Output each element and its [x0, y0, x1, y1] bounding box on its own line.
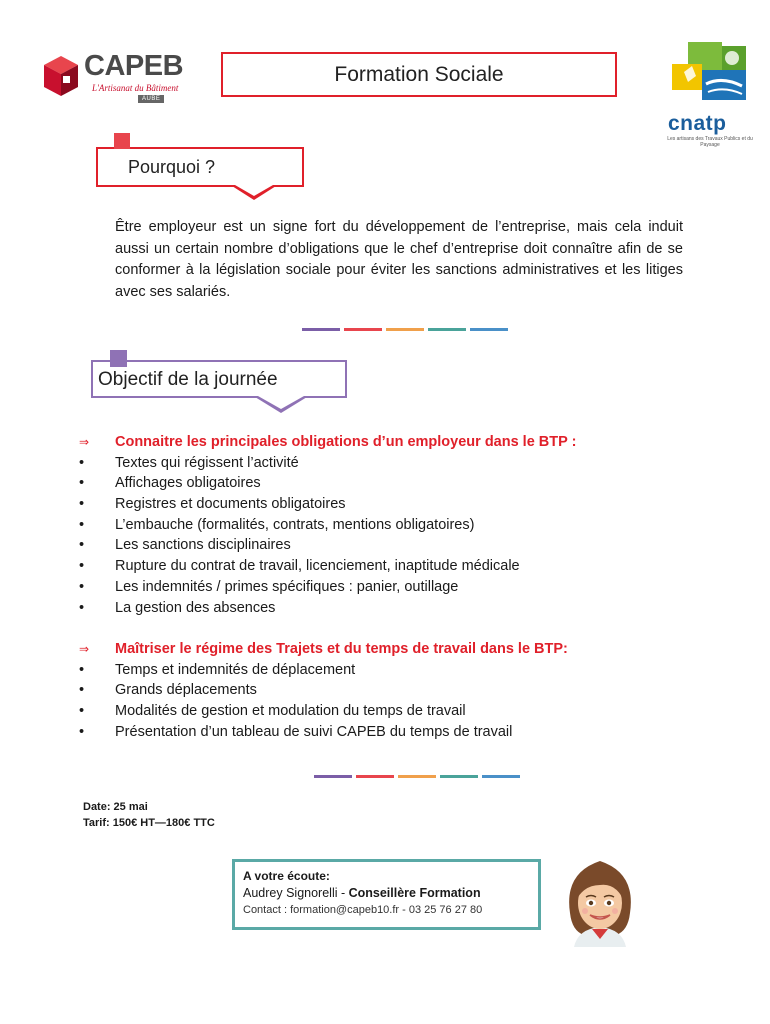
- tarif-text: Tarif: 150€ HT—180€ TTC: [83, 817, 215, 829]
- bullet-icon: •: [79, 475, 85, 492]
- pourquoi-accent-square: [114, 133, 130, 149]
- list-item: • Les sanctions disciplinaires: [79, 535, 719, 556]
- intro-paragraph: Être employeur est un signe fort du développement de l’entreprise, mais cela induit aussi un certain nombre d’obligations que le chef d’entreprise doit connaître afin de se conformer à la législation sociale pour éviter les sanctions administratives et les litiges avec ses salariés.: [115, 219, 683, 300]
- section-heading: Connaitre les principales obligations d’un employeur dans le BTP :: [115, 434, 577, 450]
- bullet-icon: •: [79, 599, 85, 616]
- pourquoi-callout-pointer-fill: [235, 185, 273, 196]
- list-item: • Temps et indemnités de déplacement: [79, 660, 719, 681]
- separator-bottom: [314, 775, 520, 778]
- section-heading: Maîtriser le régime des Trajets et du temps de travail dans le BTP:: [115, 641, 568, 657]
- contact-name: Audrey Signorelli -: [243, 886, 349, 900]
- bullet-icon: •: [79, 537, 85, 554]
- pourquoi-label: Pourquoi ?: [128, 157, 216, 177]
- objectif-label: Objectif de la journée: [98, 369, 278, 390]
- contact-details: Contact : formation@capeb10.fr - 03 25 76 27 80: [243, 904, 483, 916]
- list-item: • Registres et documents obligatoires: [79, 494, 719, 515]
- cnatp-emblem-icon: [662, 42, 756, 114]
- list-item: • L’embauche (formalités, contrats, mentions obligatoires): [79, 515, 719, 536]
- capeb-logo: [44, 52, 194, 104]
- avatar: [556, 853, 644, 947]
- bullet-icon: •: [79, 723, 85, 740]
- pourquoi-callout: [96, 147, 304, 187]
- obligations-list: [79, 432, 719, 618]
- list-heading: [79, 639, 719, 660]
- objectif-accent-square: [110, 350, 127, 367]
- list-item: • Les indemnités / primes spécifiques : panier, outillage: [79, 577, 719, 598]
- capeb-cube-icon: [44, 56, 78, 96]
- objectif-callout-pointer-fill: [258, 396, 304, 409]
- list-item: • Affichages obligatoires: [79, 473, 719, 494]
- capeb-logo-tagline: L'Artisanat du Bâtiment: [92, 83, 179, 93]
- bullet-icon: •: [79, 496, 85, 513]
- list-item: • Modalités de gestion et modulation du temps de travail: [79, 701, 719, 722]
- list-item: • Textes qui régissent l’activité: [79, 453, 719, 474]
- contact-box: [232, 859, 541, 930]
- list-item: • Rupture du contrat de travail, licenciement, inaptitude médicale: [79, 556, 719, 577]
- page-title: Formation Sociale: [221, 52, 617, 97]
- bullet-icon: •: [79, 578, 85, 595]
- list-heading: [79, 432, 719, 453]
- bullet-icon: •: [79, 703, 85, 720]
- bullet-icon: •: [79, 516, 85, 533]
- capeb-logo-name: CAPEB: [84, 50, 184, 82]
- objectif-callout: [91, 360, 347, 398]
- travel-time-list: [79, 639, 719, 742]
- cnatp-logo-name: cnatp: [668, 112, 727, 135]
- list-item: • Grands déplacements: [79, 680, 719, 701]
- list-item: • La gestion des absences: [79, 598, 719, 619]
- arrow-marker-icon: ⇒: [79, 642, 90, 656]
- bullet-icon: •: [79, 454, 85, 471]
- contact-title: A votre écoute:: [243, 869, 330, 883]
- bullet-icon: •: [79, 661, 85, 678]
- contact-person: [243, 884, 538, 902]
- contact-role: Conseillère Formation: [348, 886, 481, 900]
- cnatp-logo: [662, 42, 756, 152]
- cnatp-logo-tagline: Les artisans des Travaux Publics et du Paysage: [667, 136, 753, 148]
- date-text: Date: 25 mai: [83, 801, 148, 813]
- bullet-icon: •: [79, 682, 85, 699]
- separator-top: [302, 328, 508, 331]
- arrow-marker-icon: ⇒: [79, 435, 90, 449]
- bullet-icon: •: [79, 558, 85, 575]
- list-item: • Présentation d’un tableau de suivi CAPEB du temps de travail: [79, 722, 719, 743]
- capeb-logo-region: AUBE: [138, 95, 164, 103]
